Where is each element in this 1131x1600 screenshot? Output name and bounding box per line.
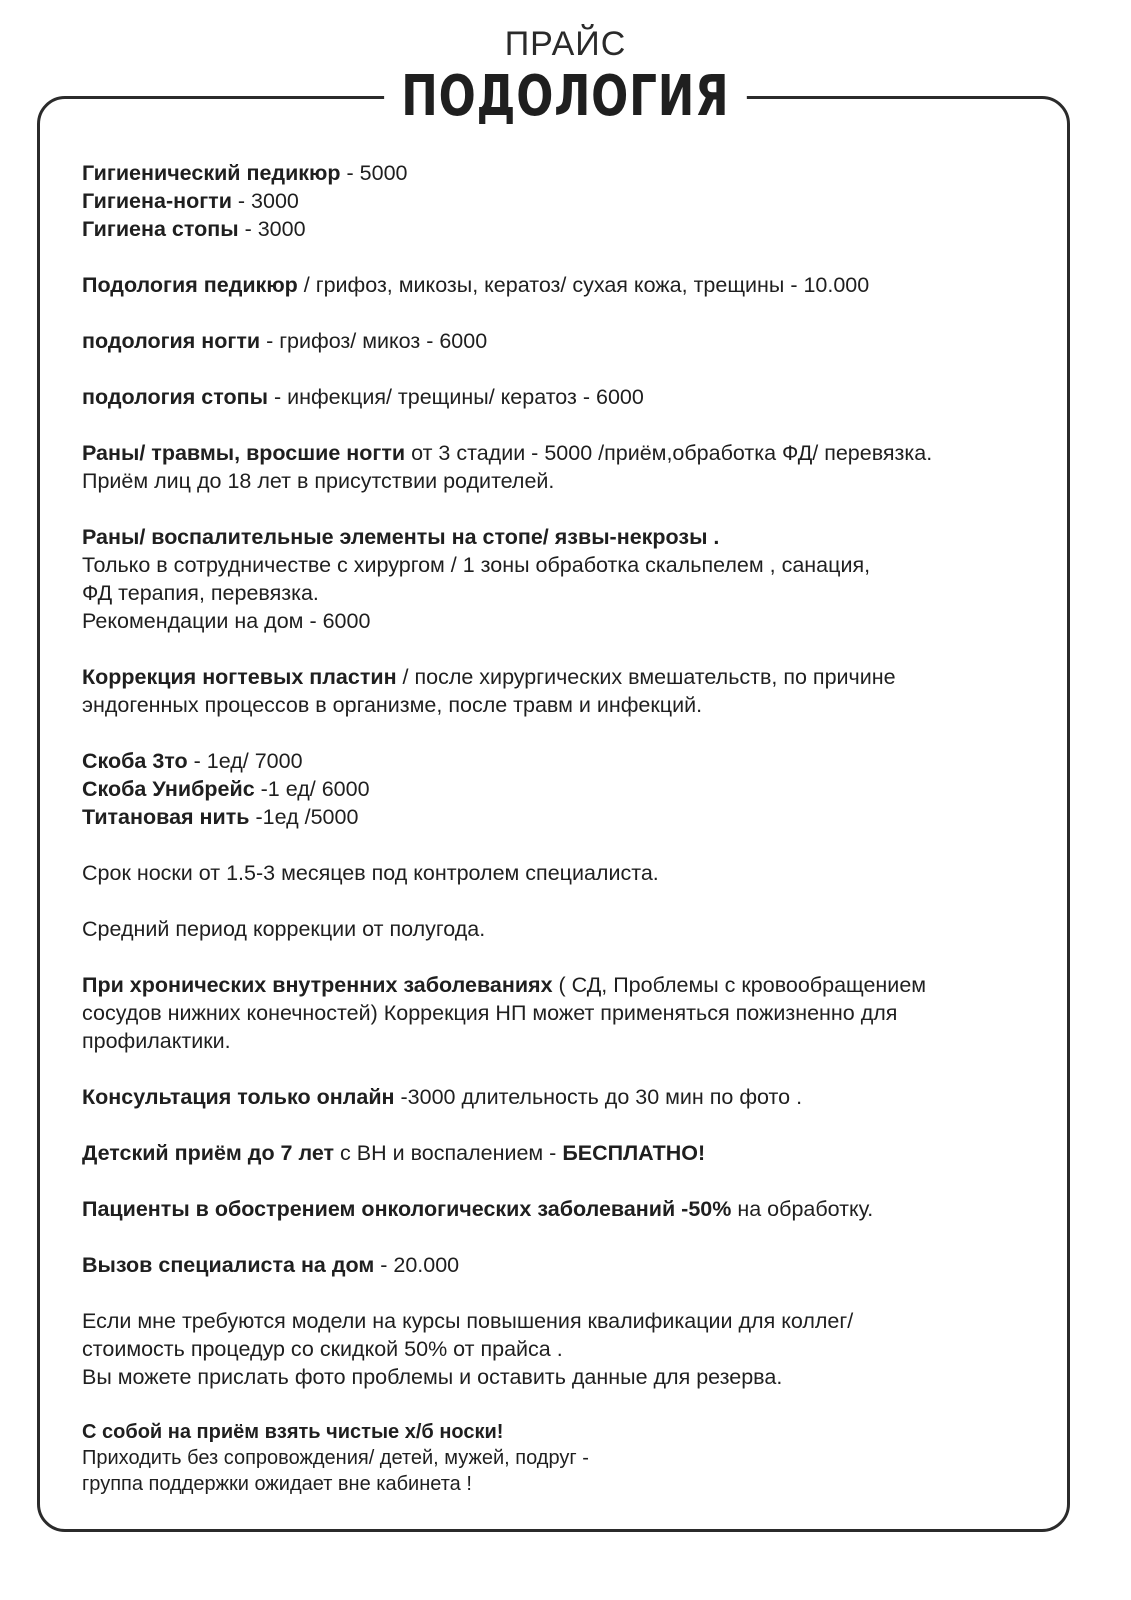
item-price: - 3000: [231, 189, 299, 213]
item-price: - грифоз/ микоз - 6000: [260, 329, 488, 353]
item-label: Вызов специалиста на дом: [82, 1253, 375, 1277]
price-item-podology-feet: [82, 383, 1057, 411]
item-label: Гигиенический педикюр: [82, 161, 341, 185]
models-line-1: Если мне требуются модели на курсы повышения квалификации для коллег/: [82, 1309, 854, 1333]
price-item-hygiene-pedicure: [82, 159, 1057, 187]
item-label: подология стопы: [82, 385, 268, 409]
price-item-brace-3to: [82, 747, 1057, 775]
item-price: - 20.000: [374, 1253, 460, 1277]
inflammation-line-1: Только в сотрудничестве с хирургом / 1 зоны обработка скальпелем , санация,: [82, 553, 871, 577]
free-badge: БЕСПЛАТНО!: [562, 1141, 706, 1165]
item-label: Пациенты в обострением онкологических заболеваний -50%: [82, 1197, 732, 1221]
price-item-hygiene-nails: [82, 187, 1057, 215]
item-label: Гигиена стопы: [82, 217, 239, 241]
item-label: Коррекция ногтевых пластин: [82, 665, 397, 689]
chronic-line-2: сосудов нижних конечностей) Коррекция НП может применяться пожизненно для: [82, 1001, 898, 1025]
item-label: Скоба Унибрейс: [82, 777, 255, 801]
price-item-wounds: [82, 439, 1057, 467]
price-item-podology-pedicure: [82, 271, 1057, 299]
item-text: / после хирургических вмешательств, по причине: [396, 665, 896, 689]
wear-term: Срок носки от 1.5-3 месяцев под контролем специалиста.: [82, 861, 659, 885]
price-item-consultation: [82, 1083, 1057, 1111]
correction-heading: [82, 663, 1057, 691]
item-label: Гигиена-ногти: [82, 189, 232, 213]
price-list: [82, 159, 1057, 1497]
item-text: ( СД, Проблемы с кровообращением: [552, 973, 927, 997]
price-item-home-call: [82, 1251, 1057, 1279]
wounds-note: Приём лиц до 18 лет в присутствии родителей.: [82, 469, 555, 493]
item-label: Детский приём до 7 лет: [82, 1141, 335, 1165]
inflammation-line-3: Рекомендации на дом - 6000: [82, 609, 371, 633]
item-price: от 3 стадии - 5000 /приём,обработка ФД/ перевязка.: [405, 441, 933, 465]
models-line-2: стоимость процедур со скидкой 50% от прайса .: [82, 1337, 563, 1361]
price-item-oncology: [82, 1195, 1057, 1223]
item-label: Титановая нить: [82, 805, 250, 829]
socks-line-2: Приходить без сопровождения/ детей, мужей, подруг -: [82, 1447, 589, 1469]
item-text: с ВН и воспалением -: [334, 1141, 563, 1165]
models-line-3: Вы можете прислать фото проблемы и оставить данные для резерва.: [82, 1365, 783, 1389]
socks-heading: С собой на приём взять чистые х/б носки!: [82, 1421, 504, 1443]
inflammation-line-2: ФД терапия, перевязка.: [82, 581, 319, 605]
item-label: Скоба 3то: [82, 749, 188, 773]
chronic-heading: [82, 971, 1057, 999]
item-price: - 1ед/ 7000: [187, 749, 303, 773]
price-item-podology-nails: [82, 327, 1057, 355]
item-price: -1ед /5000: [249, 805, 359, 829]
item-label: Консультация только онлайн: [82, 1085, 395, 1109]
item-label: подология ногти: [82, 329, 261, 353]
item-price: -3000 длительность до 30 мин по фото .: [394, 1085, 803, 1109]
item-price: - 3000: [238, 217, 306, 241]
socks-line-3: группа поддержки ожидает вне кабинета !: [82, 1473, 472, 1495]
header: [0, 22, 1131, 130]
page-title: ПОДОЛОГИЯ: [384, 64, 747, 130]
inflammation-heading: Раны/ воспалительные элементы на стопе/ язвы-некрозы .: [82, 525, 720, 549]
average-period: Средний период коррекции от полугода.: [82, 917, 486, 941]
price-item-children: [82, 1139, 1057, 1167]
item-label: При хронических внутренних заболеваниях: [82, 973, 553, 997]
price-item-titanium-thread: [82, 803, 1057, 831]
chronic-line-3: профилактики.: [82, 1029, 231, 1053]
price-item-hygiene-feet: [82, 215, 1057, 243]
item-price: - 5000: [340, 161, 408, 185]
item-text: на обработку.: [731, 1197, 874, 1221]
price-item-brace-unibrace: [82, 775, 1057, 803]
item-label: Раны/ травмы, вросшие ногти: [82, 441, 406, 465]
subtitle: ПРАЙС: [504, 25, 627, 63]
item-price: - инфекция/ трещины/ кератоз - 6000: [267, 385, 644, 409]
correction-line-2: эндогенных процессов в организме, после травм и инфекций.: [82, 693, 703, 717]
item-label: Подология педикюр: [82, 273, 298, 297]
item-price: / грифоз, микозы, кератоз/ сухая кожа, трещины - 10.000: [297, 273, 870, 297]
item-price: -1 ед/ 6000: [254, 777, 370, 801]
